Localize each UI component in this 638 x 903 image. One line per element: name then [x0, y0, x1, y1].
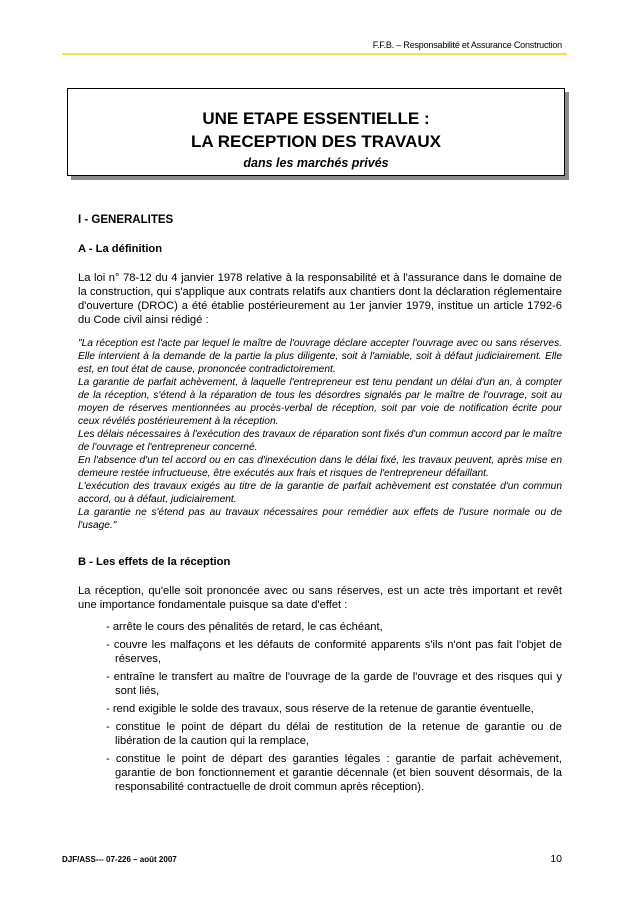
list-item: - constitue le point de départ du délai de restitution de la retenue de garantie ou de libération de la caution qui la remplace, — [106, 721, 562, 747]
effects-lead-paragraph: La réception, qu'elle soit prononcée avec ou sans réserves, est un acte très important et revêt une importance fondamentale puisque sa date d'effet : — [78, 585, 562, 611]
list-item: - constitue le point de départ des garanties légales : garantie de parfait achèvement, garantie de bon fonctionnement et garantie décennale (et bien souvent désormais, de la responsabilité contractuelle de droit commun après réception). — [106, 753, 562, 793]
header-rule — [62, 53, 567, 55]
quote-paragraph: En l'absence d'un tel accord ou en cas d'inexécution dans le délai fixé, les travaux peuvent, après mise en demeure restée infructueuse, être exécutés aux frais et risques de l'entrepreneur défaillant. — [78, 455, 562, 479]
subsection-heading-b: B - Les effets de la réception — [78, 556, 231, 568]
title-subtitle: dans les marchés privés — [243, 156, 389, 170]
list-item: - rend exigible le solde des travaux, sous réserve de la retenue de garantie éventuelle, — [106, 703, 534, 715]
quote-paragraph: La garantie de parfait achèvement, à laquelle l'entrepreneur est tenu pendant un délai d'un an, à compter de la réception, s'étend à la réparation de tous les désordres signalés par le maître de l'ouvrage, soit au moyen de réserves mentionnées au procès-verbal de réception, soit par voie de notification écrite pour ceux révélés postérieurement à la réception. — [78, 377, 562, 427]
quote-paragraph: Les délais nécessaires à l'exécution des travaux de réparation sont fixés d'un commun accord par le maître de l'ouvrage et l'entrepreneur concerné. — [78, 429, 562, 453]
section-heading: I - GENERALITES — [78, 214, 174, 226]
subsection-heading-a: A - La définition — [78, 243, 163, 255]
legal-quote — [78, 337, 562, 532]
list-item: - couvre les malfaçons et les défauts de conformité apparents s'ils n'ont pas fait l'objet de réserves, — [106, 639, 562, 665]
title-box — [67, 88, 565, 176]
quote-paragraph: L'exécution des travaux exigés au titre de la garantie de parfait achèvement est constatée d'un commun accord, ou à défaut, judiciairement. — [78, 481, 562, 505]
quote-paragraph: "La réception est l'acte par lequel le maître de l'ouvrage déclare accepter l'ouvrage avec ou sans réserves. Elle intervient à la demande de la partie la plus diligente, soit à l'amiable, soit à défaut judiciairement. Elle est, en tout état de cause, prononcée contradictoirement. — [78, 338, 562, 375]
running-header: F.F.B. – Responsabilité et Assurance Construction — [372, 40, 562, 50]
quote-paragraph: La garantie ne s'étend pas au travaux nécessaires pour remédier aux effets de l'usure normale ou de l'usage." — [78, 507, 562, 531]
intro-paragraph: La loi n° 78-12 du 4 janvier 1978 relative à la responsabilité et à l'assurance dans le domaine de la construction, qui s'applique aux contrats relatifs aux chantiers dont la déclaration réglementaire d'ouverture (DROC) a été établie postérieurement au 1er janvier 1979, institue un article 1792-6 du Code civil ainsi rédigé : — [78, 272, 562, 326]
title-line-2: LA RECEPTION DES TRAVAUX — [191, 132, 441, 151]
effects-list — [78, 620, 562, 794]
list-item: - arrête le cours des pénalités de retard, le cas échéant, — [106, 621, 383, 633]
list-item: - entraîne le transfert au maître de l'ouvrage de la garde de l'ouvrage et des risques qui y sont liés, — [106, 671, 562, 697]
page-number: 10 — [550, 853, 562, 865]
document-body — [78, 213, 562, 798]
footer-reference: DJF/ASS--- 07-226 – août 2007 — [62, 855, 177, 864]
title-line-1: UNE ETAPE ESSENTIELLE : — [202, 109, 430, 128]
